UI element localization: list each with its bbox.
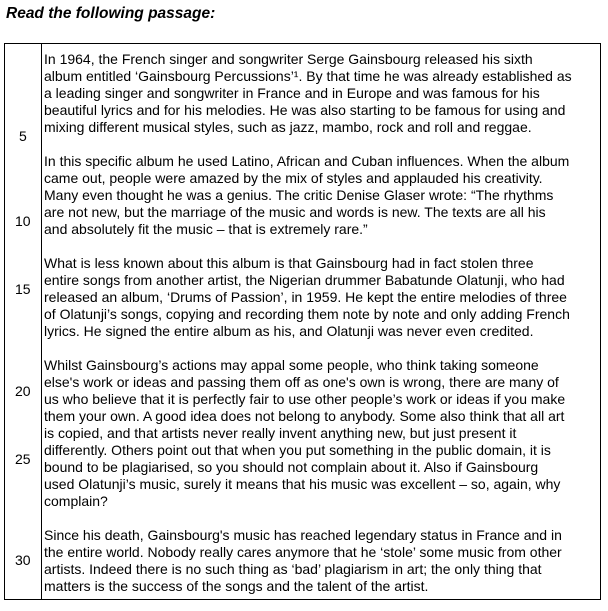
passage-line: What is less known about this album is that Gainsbourg had in fact stolen three	[44, 255, 534, 271]
passage-line: differently. Others point out that when you put something in the public domain, it is	[44, 442, 551, 458]
line-number-divider	[41, 43, 42, 600]
passage-line: and absolutely fit the music – that is extremely rare.”	[44, 221, 368, 237]
passage-line: In this specific album he used Latino, African and Cuban influences. When the album	[44, 153, 570, 169]
passage-line: album entitled ‘Gainsbourg Percussions’¹. By that time he was already established as	[44, 68, 572, 84]
passage-line: Whilst Gainsbourg’s actions may appal some people, who think taking someone	[44, 357, 539, 373]
line-number: 10	[15, 213, 31, 229]
line-number: 25	[15, 451, 31, 467]
passage-line: mixing different musical styles, such as jazz, mambo, rock and roll and reggae.	[44, 119, 532, 135]
passage-line: of Olatunji’s songs, copying and recording them note by note and only adding French	[44, 306, 570, 322]
passage-line: complain?	[44, 493, 108, 509]
passage-line: matters is the success of the songs and the talent of the artist.	[44, 578, 429, 594]
passage-line: a leading singer and songwriter in France and in Europe and was famous for his	[44, 85, 540, 101]
passage-line: is copied, and that artists never really invent anything new, but just present it	[44, 425, 517, 441]
passage-line: beautiful lyrics and for his melodies. He was also starting to be famous for using and	[44, 102, 566, 118]
passage-line: lyrics. He signed the entire album as his, and Olatunji was never even credited.	[44, 323, 534, 339]
instruction-heading: Read the following passage:	[6, 5, 216, 22]
passage-line: Many even thought he was a genius. The critic Denise Glaser wrote: “The rhythms	[44, 187, 554, 203]
passage-line: Since his death, Gainsbourg's music has reached legendary status in France and in	[44, 527, 562, 543]
passage-line: them your own. A good idea does not belong to anybody. Some also think that all art	[44, 408, 565, 424]
passage-line: In 1964, the French singer and songwriter Serge Gainsbourg released his sixth	[44, 51, 533, 67]
line-number: 20	[15, 383, 31, 399]
line-number: 30	[15, 552, 31, 568]
passage-line: bound to be plagiarised, so you should not complain about it. Also if Gainsbourg	[44, 459, 539, 475]
passage-line: the entire world. Nobody really cares anymore that he ‘stole’ some music from other	[44, 544, 562, 560]
passage-line: entire songs from another artist, the Nigerian drummer Babatunde Olatunji, who had	[44, 272, 565, 288]
passage-line: else's work or ideas and passing them off as one's own is wrong, there are many of	[44, 374, 559, 390]
passage-line: artists. Indeed there is no such thing as ‘bad’ plagiarism in art; the only thing that	[44, 561, 542, 577]
passage-line: are not new, but the marriage of the music and words is new. The texts are all his	[44, 204, 546, 220]
passage-line: used Olatunji’s music, surely it means that his music was excellent – so, again, why	[44, 476, 561, 492]
passage-line: released an album, ‘Drums of Passion’, in 1959. He kept the entire melodies of three	[44, 289, 567, 305]
passage-line: came out, people were amazed by the mix of styles and applauded his creativity.	[44, 170, 543, 186]
line-number: 15	[15, 281, 31, 297]
line-number: 5	[19, 128, 27, 144]
passage-line: us who believe that it is perfectly fair to use other people’s work or ideas if you make	[44, 391, 566, 407]
